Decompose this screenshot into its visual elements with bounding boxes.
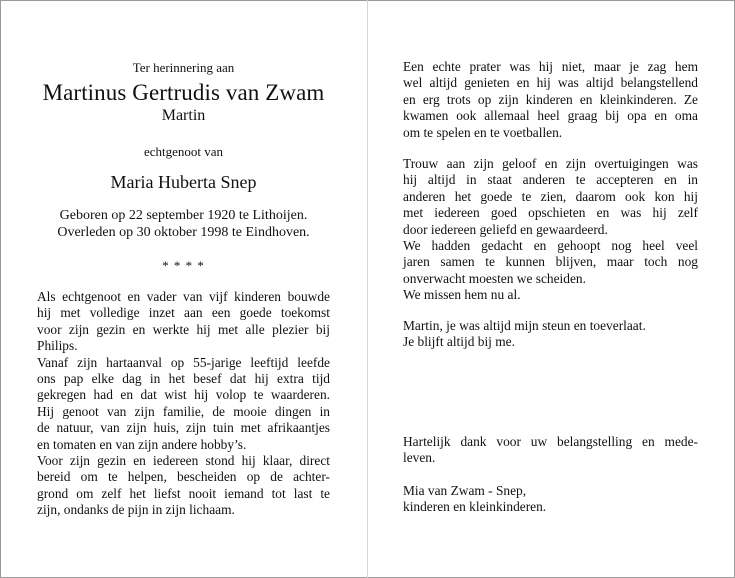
text-line: onverwacht moesten we scheiden. <box>403 270 586 286</box>
text-line: bereid om te helpen, bescheiden op de achter- <box>37 469 330 485</box>
text-line: Vanaf zijn hartaanval op 55-jarige leeftijd leefde <box>37 354 330 370</box>
right-page <box>403 0 698 578</box>
text-line: ons pap elke dag in het besef dat hij extra tijd <box>37 371 330 387</box>
text-line: Hartelijk dank voor uw belangstelling en mede- <box>403 434 698 449</box>
text-line: kwamen ook allemaal heel graag bij opa en oma <box>403 108 698 124</box>
life-dates <box>37 207 330 241</box>
text-line: voor zijn gezin en werkte hij met alle plezier bij <box>37 321 330 337</box>
text-line: Martin, je was altijd mijn steun en toeverlaat. <box>403 318 646 333</box>
deceased-nickname: Martin <box>161 107 206 124</box>
text-line: Als echtgenoot en vader van vijf kinderen bouwde <box>37 289 330 304</box>
text-line: wel altijd genieten en hij was altijd belangstellend <box>403 75 698 91</box>
spouse-label: echtgenoot van <box>143 144 224 159</box>
right-paragraph-1 <box>403 59 698 141</box>
text-line: kinderen en kleinkinderen. <box>403 499 547 515</box>
text-line: hij altijd in staat anderen te accepteren en in <box>403 172 698 188</box>
text-line: Mia van Zwam - Snep, <box>403 483 527 498</box>
text-line: de natuur, van zijn huis, zijn tuin met afrikaantjes <box>37 420 330 436</box>
text-line: anderen het goede te zien, daarom ook kon hij <box>403 188 698 204</box>
thanks-text <box>403 434 698 467</box>
deceased-name: Martinus Gertrudis van Zwam <box>42 80 325 105</box>
card-fold-line <box>367 0 368 578</box>
text-line: Een echte prater was hij niet, maar je zag hem <box>403 59 698 74</box>
text-line: Hij genoot van zijn familie, de mooie dingen in <box>37 403 330 419</box>
text-line: hij met volledige inzet aan een goede toekomst <box>37 305 330 321</box>
text-line: met iedereen goed opschieten en was hij zelf <box>403 205 698 221</box>
text-line: Trouw aan zijn geloof en zijn overtuigingen was <box>403 156 698 171</box>
right-paragraph-3 <box>403 318 698 351</box>
death-line: Overleden op 30 oktober 1998 te Eindhoven. <box>57 225 310 240</box>
text-line: zijn, ondanks de pijn in zijn lichaam. <box>37 502 235 518</box>
text-line: Je blijft altijd bij me. <box>403 334 515 350</box>
signature-text <box>403 483 698 516</box>
right-paragraph-2 <box>403 156 698 304</box>
text-line: leven. <box>403 450 436 466</box>
birth-line: Geboren op 22 september 1920 te Lithoijen. <box>59 208 308 223</box>
text-line: We missen hem nu al. <box>403 287 521 303</box>
separator-stars: * * * * <box>162 258 205 273</box>
text-line: Philips. <box>37 338 78 354</box>
text-line: gekregen had en dat wist hij volop te waarderen. <box>37 387 330 403</box>
intro-text: Ter herinnering aan <box>132 60 235 75</box>
text-line: We hadden gedacht en gehoopt nog heel veel <box>403 238 698 254</box>
text-line: Voor zijn gezin en iedereen stond hij klaar, direct <box>37 453 330 469</box>
left-body-text <box>37 289 330 519</box>
text-line: om te spelen en te voetballen. <box>403 124 563 140</box>
text-line: door iedereen geliefd en gewaardeerd. <box>403 221 608 237</box>
text-line: en tomaten en van zijn andere hobby’s. <box>37 436 247 452</box>
text-line: en erg trots op zijn kinderen en kleinkinderen. Ze <box>403 91 698 107</box>
text-line: grond om zelf het liefst nooit iemand tot last te <box>37 485 330 501</box>
text-line: jaren samen te kunnen blijven, maar toch nog <box>403 254 698 270</box>
left-page <box>37 0 330 578</box>
spouse-name: Maria Huberta Snep <box>110 172 257 192</box>
